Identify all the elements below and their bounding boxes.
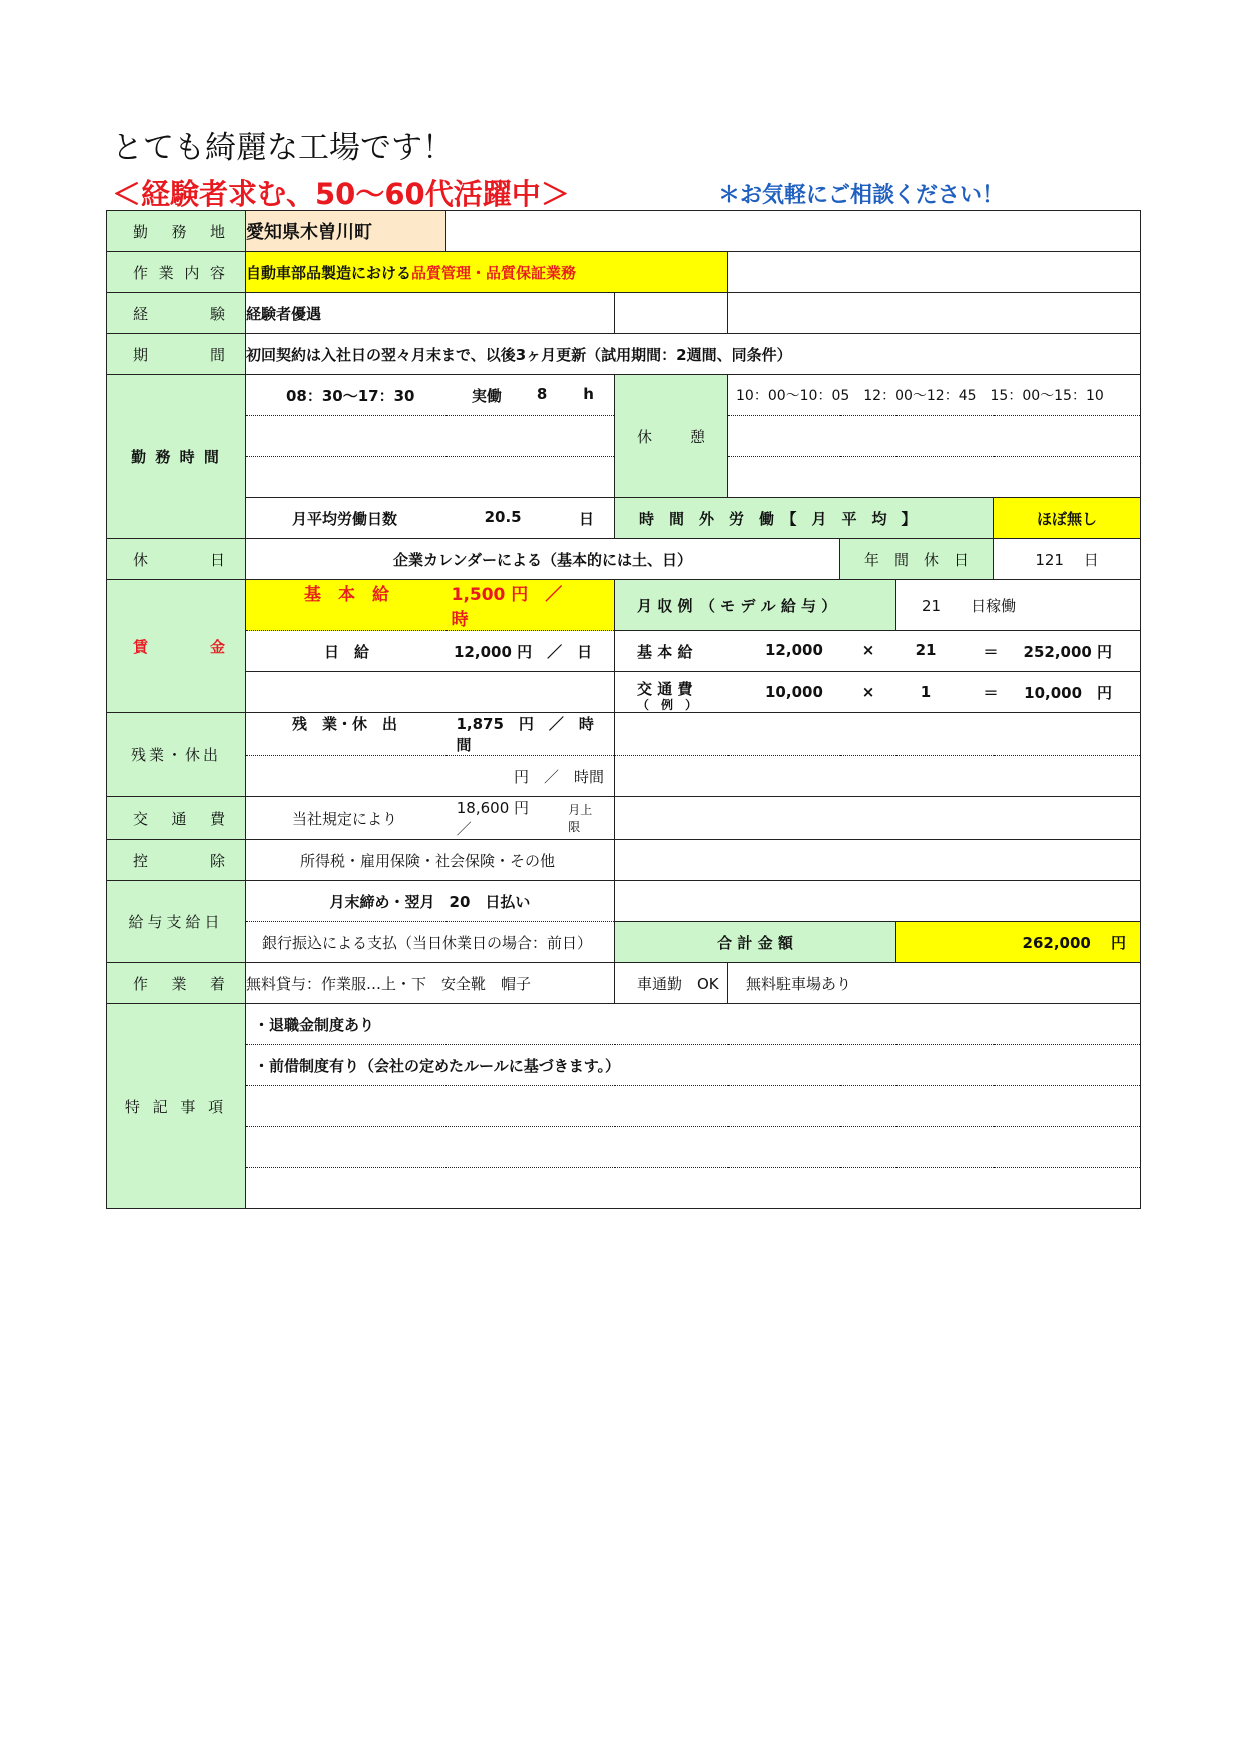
row-wage-2 bbox=[107, 631, 1141, 672]
experience-value: 経験者優遇 bbox=[246, 293, 615, 334]
label-transport: 交 通 費 bbox=[107, 797, 246, 840]
row-wage-1 bbox=[107, 580, 1141, 631]
break-times: 10：00～10：05 12：00～12：45 15：00～15：10 bbox=[728, 375, 1141, 416]
row-notes-3 bbox=[107, 1086, 1141, 1127]
avg-days: 月平均労働日数 20.5 日 bbox=[246, 498, 615, 539]
payday-value: 月末締め・翌月 20 日払い bbox=[246, 881, 615, 922]
row-notes-4 bbox=[107, 1127, 1141, 1168]
uniform-value: 無料貸与：作業服…上・下 安全靴 帽子 bbox=[246, 963, 615, 1004]
base-wage: 基 本 給 1,500 円 ／ 時 bbox=[246, 580, 615, 631]
holiday-value: 企業カレンダーによる（基本的には土、日） bbox=[246, 539, 840, 580]
transport-blank bbox=[615, 797, 1141, 840]
overtime-value: ほぼ無し bbox=[994, 498, 1141, 539]
total-value: 262,000 円 bbox=[896, 922, 1141, 963]
experience-blank-1 bbox=[615, 293, 728, 334]
consult-note: ＊お気軽にご相談ください！ bbox=[718, 183, 1005, 208]
car-commute: 車通勤 OK bbox=[615, 963, 728, 1004]
row-work bbox=[107, 252, 1141, 293]
label-notes: 特 記 事 項 bbox=[107, 1004, 246, 1209]
note-item bbox=[246, 1127, 1141, 1168]
overtime-rate: 残 業・休 出 1,875 円 ／ 時間 bbox=[246, 713, 615, 756]
label-break: 休 憩 bbox=[615, 375, 728, 498]
row-notes-2 bbox=[107, 1045, 1141, 1086]
label-deduction: 控 除 bbox=[107, 840, 246, 881]
row-hours-4 bbox=[107, 498, 1141, 539]
overtime-rate-2: 円 ／ 時間 bbox=[246, 756, 615, 797]
row-location bbox=[107, 211, 1141, 252]
page-title: とても綺麗な工場です！ bbox=[112, 130, 453, 166]
label-hours: 勤 務 時 間 bbox=[107, 375, 246, 539]
work-value: 自動車部品製造における品質管理・品質保証業務 bbox=[246, 252, 728, 293]
overtime-blank-1 bbox=[615, 713, 1141, 756]
note-item: ・前借制度有り（会社の定めたルールに基づきます。） bbox=[246, 1045, 1141, 1086]
row-experience bbox=[107, 293, 1141, 334]
annual-holiday-label: 年 間 休 日 bbox=[840, 539, 994, 580]
deduction-blank bbox=[615, 840, 1141, 881]
model-row-base: 基 本 給 12,000 × 21 ＝ 252,000 円 bbox=[615, 631, 1141, 672]
model-days: 21 日稼働 bbox=[896, 580, 1141, 631]
label-uniform: 作 業 着 bbox=[107, 963, 246, 1004]
label-wage: 賃 金 bbox=[107, 580, 246, 713]
note-item bbox=[246, 1086, 1141, 1127]
break-blank-2 bbox=[728, 457, 1141, 498]
label-location: 勤 務 地 bbox=[107, 211, 246, 252]
label-holiday: 休 日 bbox=[107, 539, 246, 580]
hours-blank-2 bbox=[246, 457, 615, 498]
row-period bbox=[107, 334, 1141, 375]
row-payday-1 bbox=[107, 881, 1141, 922]
row-overtime-1 bbox=[107, 713, 1141, 756]
wage-blank bbox=[246, 672, 615, 713]
row-notes-1 bbox=[107, 1004, 1141, 1045]
total-label: 合 計 金 額 bbox=[615, 922, 896, 963]
annual-holiday-value: 121 日 bbox=[994, 539, 1141, 580]
period-value: 初回契約は入社日の翌々月末まで、以後3ヶ月更新（試用期間：2週間、同条件） bbox=[246, 334, 1141, 375]
row-hours-1 bbox=[107, 375, 1141, 416]
note-item bbox=[246, 1168, 1141, 1209]
model-row-transport: 交 通 費 （ 例 ） 10,000 × 1 ＝ 10,000 円 bbox=[615, 672, 1141, 713]
row-wage-3 bbox=[107, 672, 1141, 713]
payday-method: 銀行振込による支払（当日休業日の場合：前日） bbox=[246, 922, 615, 963]
break-blank-1 bbox=[728, 416, 1141, 457]
label-payday: 給与支給日 bbox=[107, 881, 246, 963]
hours-time: 08：30～17：30 実働 8 h bbox=[246, 375, 615, 416]
daily-wage: 日 給 12,000 円 ／ 日 bbox=[246, 631, 615, 672]
work-blank bbox=[728, 252, 1141, 293]
transport-value: 当社規定により 18,600 円 ／ 月上限 bbox=[246, 797, 615, 840]
location-value: 愛知県木曽川町 bbox=[246, 211, 446, 252]
hours-blank-1 bbox=[246, 416, 615, 457]
row-uniform bbox=[107, 963, 1141, 1004]
note-item: ・退職金制度あり bbox=[246, 1004, 1141, 1045]
overtime-label: 時 間 外 労 働 【 月 平 均 】 bbox=[615, 498, 994, 539]
page-subtitle: ＜経験者求む、50～60代活躍中＞ bbox=[112, 177, 570, 211]
experience-blank-2 bbox=[728, 293, 1141, 334]
overtime-blank-2 bbox=[615, 756, 1141, 797]
model-label: 月 収 例 （ モ デ ル 給 与 ） bbox=[615, 580, 896, 631]
row-notes-5 bbox=[107, 1168, 1141, 1209]
label-work: 作 業 内 容 bbox=[107, 252, 246, 293]
row-holiday bbox=[107, 539, 1141, 580]
job-form-table bbox=[106, 210, 1141, 1209]
payday-blank bbox=[615, 881, 1141, 922]
row-payday-2 bbox=[107, 922, 1141, 963]
row-overtime-2 bbox=[107, 756, 1141, 797]
label-overtime: 残業・休出 bbox=[107, 713, 246, 797]
label-experience: 経 験 bbox=[107, 293, 246, 334]
location-blank bbox=[446, 211, 1141, 252]
deduction-value: 所得税・雇用保険・社会保険・その他 bbox=[246, 840, 615, 881]
label-period: 期 間 bbox=[107, 334, 246, 375]
row-deduction bbox=[107, 840, 1141, 881]
row-transport bbox=[107, 797, 1141, 840]
parking: 無料駐車場あり bbox=[728, 963, 1141, 1004]
